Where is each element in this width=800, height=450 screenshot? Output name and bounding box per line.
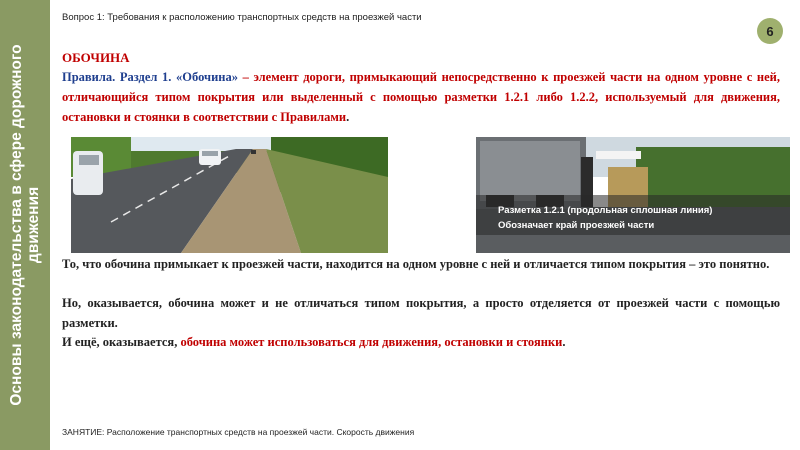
road-marking-photo <box>476 137 790 253</box>
paragraph-3-lead: И ещё, оказывается, <box>62 335 181 349</box>
paragraph-3-highlight: обочина может использоваться для движения, остановки и стоянки <box>180 335 563 349</box>
photo-caption-line-2: Обозначает край проезжей части <box>498 220 655 231</box>
question-title: Вопрос 1: Требования к расположению транспортных средств на проезжей части <box>62 12 422 23</box>
rule-lead: Правила. Раздел 1. «Обочина» <box>62 70 238 84</box>
rule-text: – элемент дороги, примыкающий непосредственно к проезжей части на одном уровне с ней, отличающийся типом покрытия или выделенный с помощью разметки 1.2.1 либо 1.2.2, используемый для движения, остановки и стоянки в соответствии с Правилами <box>62 70 780 124</box>
road-shoulder-illustration <box>71 137 388 253</box>
sidebar <box>0 0 50 450</box>
rule-end: . <box>346 110 350 124</box>
section-heading: ОБОЧИНА <box>62 50 130 65</box>
paragraph-1: То, что обочина примыкает к проезжей части, находится на одном уровне с ней и отличается типом покрытия – это понятно. <box>62 257 770 271</box>
paragraph-3-end: . <box>562 335 566 349</box>
sidebar-title: Основы законодательства в сфере дорожного движения <box>8 44 42 406</box>
photo-caption-line-1: Разметка 1.2.1 (продольная сплошная линия) <box>498 205 713 216</box>
rule-definition <box>62 67 780 127</box>
slide-number-badge: 6 <box>757 18 783 44</box>
paragraph-2: Но, оказывается, обочина может и не отличаться типом покрытия, а просто отделяется от проезжей части с помощью разметки. <box>62 296 780 330</box>
road-shoulder-photo <box>71 137 388 253</box>
paragraph-3 <box>62 332 780 352</box>
footer-lesson: ЗАНЯТИЕ: Расположение транспортных средств на проезжей части. Скорость движения <box>62 427 415 437</box>
